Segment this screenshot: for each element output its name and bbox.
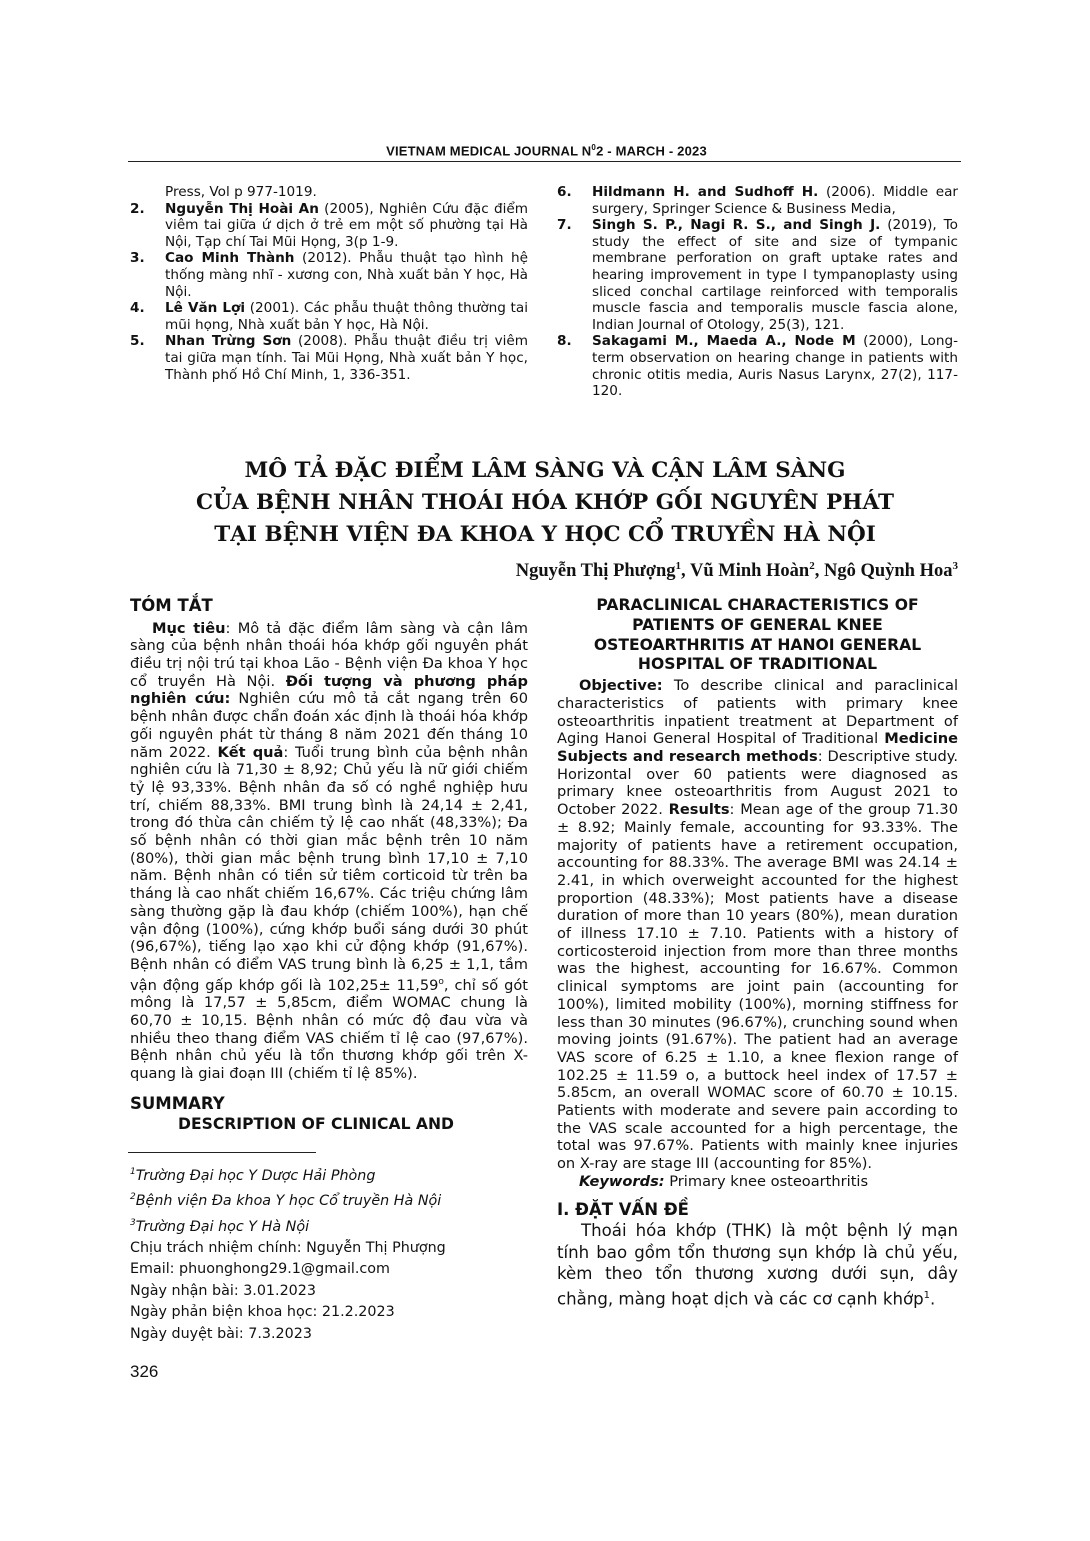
- author-affiliation: 3: [952, 560, 958, 572]
- author-name: , Vũ Minh Hoàn: [681, 561, 810, 582]
- reference-author: Nhan Trừng Sơn: [165, 333, 292, 350]
- reference-text: (2005), Nghiên Cứu đặc điểm viêm tai giữa ứ dịch ở trẻ em một số phường tại Hà Nội, Tạp chí Tai Mũi Họng, 3(p 1-9.: [165, 200, 528, 250]
- author-affiliation: 2: [809, 560, 815, 572]
- title-line: CỦA BỆNH NHÂN THOÁI HÓA KHỚP GỐI NGUYÊN PHÁT: [196, 490, 894, 515]
- reference-number: 4.: [130, 300, 145, 317]
- abstract-vi: [130, 598, 528, 1135]
- abstract-en: [557, 596, 958, 1310]
- reference-item: [557, 217, 958, 333]
- footnotes: [130, 1162, 530, 1345]
- author-name: , Ngô Quỳnh Hoa: [814, 561, 953, 582]
- references-left: [130, 184, 528, 383]
- abstract-vi-body: [130, 620, 528, 1083]
- reviewed-date: Ngày phản biện khoa học: 21.2.2023: [130, 1304, 395, 1321]
- reference-text: (2019), To study the effect of site and size of tympanic membrane perforation on graft uptake rates and hearing improvement in type I tympanoplasty using sliced conchal cartilage reinforced with temporalis muscle fascia and temporalis muscle fascia alone, Indian Journal of Otology, 25(3), 121.: [592, 217, 958, 333]
- intro-body: [557, 1220, 958, 1310]
- title-line: MÔ TẢ ĐẶC ĐIỂM LÂM SÀNG VÀ CẬN LÂM SÀNG: [244, 458, 846, 483]
- affiliation-sup: 2: [130, 1192, 136, 1203]
- results-label: Results: [668, 801, 730, 819]
- reference-author: Nguyễn Thị Hoài An: [165, 200, 319, 217]
- affiliation-sup: 1: [130, 1167, 136, 1177]
- methods-label: Medicine Subjects and research methods: [557, 730, 958, 765]
- reference-text: Press, Vol p 977-1019.: [165, 184, 317, 200]
- reference-number: 8.: [557, 333, 572, 350]
- reference-author: Hildmann H. and Sudhoff H.: [592, 184, 819, 200]
- affiliation-3: [130, 1213, 530, 1238]
- objective-label: Mục tiêu: [152, 619, 226, 637]
- affiliation-2: [130, 1187, 530, 1212]
- summary-heading: SUMMARY: [130, 1093, 225, 1113]
- results-text: , chỉ số gót mông là 17,57 ± 5,85cm, điểm WOMAC chung là 60,70 ± 10,15. Bệnh nhân có mức độ đau vừa và nhiều theo thang điểm VAS chiếm tỉ lệ cao (97,67%). Bệnh nhân chủ yếu là tổn thương khớp gối trên X-quang là giai đoạn III (chiếm tỉ lệ 85%).: [130, 976, 528, 1083]
- objective-label: Objective:: [579, 677, 663, 695]
- article-title: [160, 455, 930, 551]
- reference-author: Cao Minh Thành: [165, 250, 295, 267]
- reference-author: Sakagami M., Maeda A., Node M: [592, 333, 856, 350]
- header-rule: [128, 161, 961, 162]
- authors: [516, 560, 958, 582]
- methods-text: Nghiên cứu mô tả cắt ngang trên 60 bệnh nhân được chẩn đoán xác định là thoái hóa khớp gối nguyên phát từ tháng 8 năm 2021 đến tháng 10 năm 2022.: [130, 690, 528, 761]
- objective-text: : Mô tả đặc điểm lâm sàng và cận lâm sàng của bệnh nhân thoái hóa khớp gối nguyên phát điều trị nội trú tại khoa Lão - Bệnh viện Đa khoa Y học cổ truyền Hà Nội.: [130, 619, 528, 690]
- methods-label: Đối tượng và phương pháp nghiên cứu:: [130, 672, 528, 708]
- accepted-date: Ngày duyệt bài: 7.3.2023: [130, 1325, 312, 1342]
- page-number: 326: [130, 1362, 159, 1381]
- author-affiliation: 1: [675, 560, 682, 572]
- citation-sup: 1: [923, 1289, 931, 1301]
- received-date: Ngày nhận bài: 3.01.2023: [130, 1282, 316, 1299]
- reference-number: 3.: [130, 250, 145, 267]
- methods-text: : Descriptive study. Horizontal over 60 patients were diagnosed as primary knee osteoarthritis from August 2021 to October 2022.: [557, 748, 958, 819]
- results-text: : Tuổi trung bình của bệnh nhân nghiên cứu là 71,30 ± 8,92; Chủ yếu là nữ giới chiếm tỷ lệ 93,33%. Bệnh nhân đa số có nghề nghiệp hưu trí, chiếm 88,33%. BMI trung bình là 24,14 ± 2,41, trong đó thừa cân chiếm tỷ lệ cao nhất (48,33%); Đa số bệnh nhân có thời gian mắc bệnh trên 10 năm (80%), thời gian mắc bệnh trung bình 17,10 ± 7,10 năm. Bệnh nhân có tiền sử tiêm corticoid từ trên ba tháng là cao nhất chiếm 16,67%. Các triệu chứng lâm sàng thường gặp là đau khớp (chiếm 100%), hạn chế vận động (100%), cứng khớp buổi sáng dưới 30 phút (96,67%), tiếng lạo xạo khi cử động khớp (91,67%). Bệnh nhân có điểm VAS trung bình là 6,25 ± 1,1, tầm vận động gấp khớp gối là 102,25± 11,59: [130, 743, 528, 994]
- journal-header: [130, 143, 963, 158]
- results-text: : Mean age of the group 71.30 ± 8.92; Mainly female, accounting for 93.33%. The majority of patients have a retirement occupation, accounting for 88.33%. The average BMI was 24.14 ± 2.41, in which overweight accounted for the highest proportion (48.33%); Most patients have a disease duration of more than 10 years (80%), mean duration of illness 17.10 ± 7.10. Patients with a history of corticosteroid injection from more than three months was the highest, accounting for 16.67%. Common clinical symptoms are joint pain (accounting for 100%), limited mobility (100%), morning stiffness for less than 30 minutes (96.67%), crunching sound when moving joints (91.67%). The patient had an average VAS score of 6.25 ± 1.10, a knee flexion range of 102.25 ± 11.59 o, a buttock heel index of 17.57 ± 5.85cm, an overall WOMAC score of 60.70 ± 10.15. Patients with moderate and severe pain according to the VAS scale accounted for a high percentage, the total was 97.67%. Patients with mainly knee injuries on X-ray are stage III (accounting for 85%).: [557, 801, 958, 1173]
- keywords-text: Primary knee osteoarthritis: [664, 1172, 869, 1190]
- affiliation-text: Trường Đại học Y Hà Nội: [135, 1218, 310, 1235]
- email: Email: phuonghong29.1@gmail.com: [130, 1261, 390, 1278]
- affiliation-text: Bệnh viện Đa khoa Y học Cổ truyền Hà Nội: [135, 1193, 442, 1210]
- reference-item: [130, 300, 528, 333]
- intro-heading: I. ĐẶT VẤN ĐỀ: [557, 1199, 689, 1219]
- reference-item: [130, 201, 528, 251]
- affiliation-sup: 3: [130, 1217, 136, 1228]
- objective-text: To describe clinical and paraclinical characteristics of patients with primary knee osteoarthritis inpatient treatment at Department of Aging Hanoi General Hospital of Traditional: [557, 677, 958, 748]
- reference-text: (2012). Phẫu thuật tạo hình hệ thống màng nhĩ - xương con, Nhà xuất bản Y học, Hà Nội.: [165, 250, 528, 300]
- title-line: TẠI BỆNH VIỆN ĐA KHOA Y HỌC CỔ TRUYỀN HÀ NỘI: [214, 522, 876, 547]
- keywords-label: Keywords:: [579, 1172, 665, 1190]
- affiliation-1: [130, 1162, 530, 1187]
- reference-item: [130, 333, 528, 383]
- affiliation-text: Trường Đại học Y Dược Hải Phòng: [135, 1167, 376, 1184]
- reference-number: 7.: [557, 217, 572, 234]
- author-name: Nguyễn Thị Phượng: [515, 561, 676, 582]
- reference-number: 6.: [557, 184, 572, 200]
- reference-text: (2000), Long-term observation on hearing change in patients with chronic otitis media, Auris Nasus Larynx, 27(2), 117-120.: [592, 333, 958, 400]
- degree-sup: o: [438, 976, 444, 987]
- abstract-vi-heading: TÓM TẮT: [130, 596, 213, 615]
- reference-item: [130, 250, 528, 300]
- reference-text: (2008). Phẫu thuật điều trị viêm tai giữa mạn tính. Tai Mũi Họng, Nhà xuất bản Y học, Thành phố Hồ Chí Minh, 1, 336-351.: [165, 333, 528, 383]
- corresponding-author: Chịu trách nhiệm chính: Nguyễn Thị Phượng: [130, 1239, 446, 1256]
- reference-number: 5.: [130, 333, 145, 350]
- reference-text: (2001). Các phẫu thuật thông thường tai mũi họng, Nhà xuất bản Y học, Hà Nội.: [165, 300, 528, 333]
- reference-text: (2006). Middle ear surgery, Springer Science & Business Media,: [592, 184, 959, 217]
- intro-end: .: [930, 1289, 936, 1309]
- reference-number: 2.: [130, 200, 145, 217]
- journal-issue: 2 - MARCH - 2023: [596, 143, 707, 159]
- footnote-rule: [128, 1152, 316, 1153]
- reference-item: [557, 184, 958, 217]
- reference-author: Lê Văn Lợi: [165, 300, 246, 317]
- english-title: PARACLINICAL CHARACTERISTICS OF PATIENTS OF GENERAL KNEE OSTEOARTHRITIS AT HANOI GENERAL HOSPITAL OF TRADITIONAL: [593, 596, 922, 674]
- journal-name: VIETNAM MEDICAL JOURNAL N: [386, 143, 592, 159]
- intro-text: Thoái hóa khớp (THK) là một bệnh lý mạn tính bao gồm tổn thương sụn khớp là chủ yếu, kèm theo tổn thương xương dưới sụn, dây chằng, màng hoạt dịch và các cơ cạnh khớp: [557, 1221, 958, 1309]
- reference-item: [557, 333, 958, 399]
- results-label: Kết quả: [217, 743, 284, 761]
- references-right: [557, 184, 958, 400]
- abstract-en-body: [557, 677, 958, 1173]
- reference-author: Singh S. P., Nagi R. S., and Singh J.: [592, 217, 881, 234]
- journal-issue-sup: 0: [591, 143, 597, 152]
- keywords: [557, 1173, 958, 1191]
- reference-item: [130, 184, 528, 201]
- english-title-start: DESCRIPTION OF CLINICAL AND: [178, 1115, 454, 1134]
